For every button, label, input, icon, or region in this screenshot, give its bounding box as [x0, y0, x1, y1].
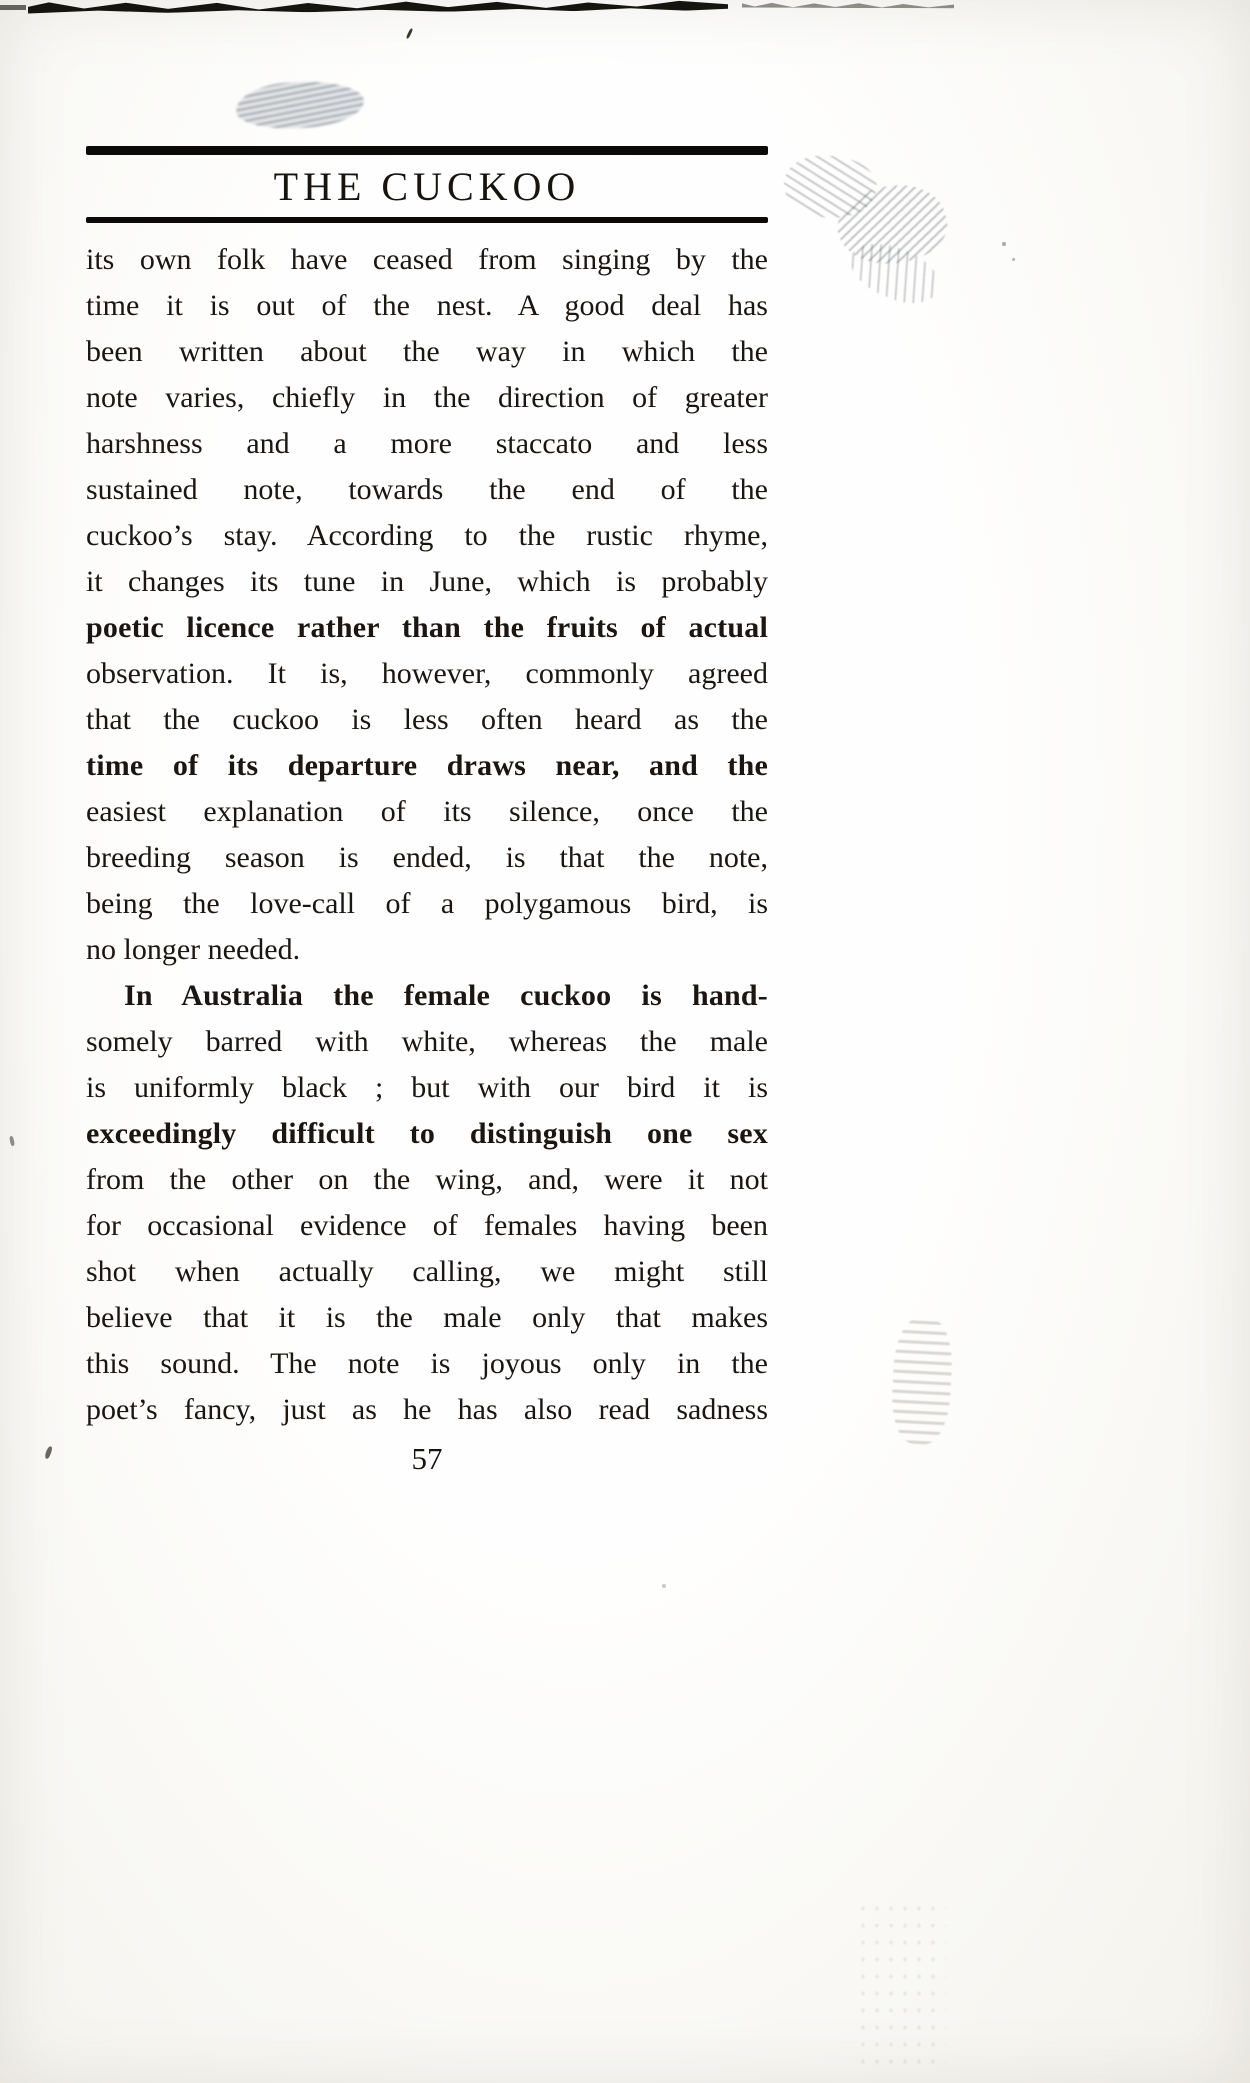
text-line: is uniformly black ; but with our bird it is — [86, 1071, 768, 1104]
ink-speck — [9, 1136, 15, 1147]
ink-speck — [1012, 258, 1015, 261]
text-line: being the love-call of a polygamous bird, is — [86, 887, 768, 920]
text-line: observation. It is, however, commonly agreed — [86, 657, 768, 690]
page-title: THE CUCKOO — [273, 164, 581, 209]
text-column — [86, 0, 768, 1481]
torn-edge-corner — [0, 5, 26, 10]
text-line: from the other on the wing, and, were it not — [86, 1163, 768, 1196]
page-number: 57 — [411, 1441, 443, 1476]
paragraph — [86, 237, 768, 973]
title-rule-top — [86, 146, 768, 155]
text-line: note varies, chiefly in the direction of greater — [86, 381, 768, 414]
margin-stain — [890, 1317, 955, 1446]
text-line: somely barred with white, whereas the male — [86, 1025, 768, 1058]
text-line: harshness and a more staccato and less — [86, 427, 768, 460]
title-rule-bottom — [86, 217, 768, 223]
text-line: exceedingly difficult to distinguish one sex — [86, 1117, 768, 1150]
text-line: it changes its tune in June, which is probably — [86, 565, 768, 598]
text-line: that the cuckoo is less often heard as the — [86, 703, 768, 736]
text-line: sustained note, towards the end of the — [86, 473, 768, 506]
ink-speck — [1002, 242, 1006, 246]
text-line: time it is out of the nest. A good deal has — [86, 289, 768, 322]
text-line: time of its departure draws near, and the — [86, 749, 768, 782]
torn-edge-faint — [742, 2, 954, 9]
text-line: this sound. The note is joyous only in the — [86, 1347, 768, 1380]
text-line: believe that it is the male only that makes — [86, 1301, 768, 1334]
ink-speck — [662, 1584, 666, 1588]
text-line: breeding season is ended, is that the note, — [86, 841, 768, 874]
ink-speck — [44, 1446, 53, 1460]
body-text — [86, 237, 768, 1433]
text-line: for occasional evidence of females having been — [86, 1209, 768, 1242]
text-line: poetic licence rather than the fruits of actual — [86, 611, 768, 644]
text-line: In Australia the female cuckoo is hand- — [124, 979, 768, 1012]
text-line: its own folk have ceased from singing by the — [86, 243, 768, 276]
text-line: been written about the way in which the — [86, 335, 768, 368]
text-line: no longer needed. — [86, 933, 301, 966]
text-line: cuckoo’s stay. According to the rustic rhyme, — [86, 519, 768, 552]
paragraph — [86, 973, 768, 1433]
text-line: shot when actually calling, we might still — [86, 1255, 768, 1288]
text-line: easiest explanation of its silence, once the — [86, 795, 768, 828]
text-line: poet’s fancy, just as he has also read sadness — [86, 1393, 768, 1426]
paper-speckle — [856, 1900, 946, 2070]
